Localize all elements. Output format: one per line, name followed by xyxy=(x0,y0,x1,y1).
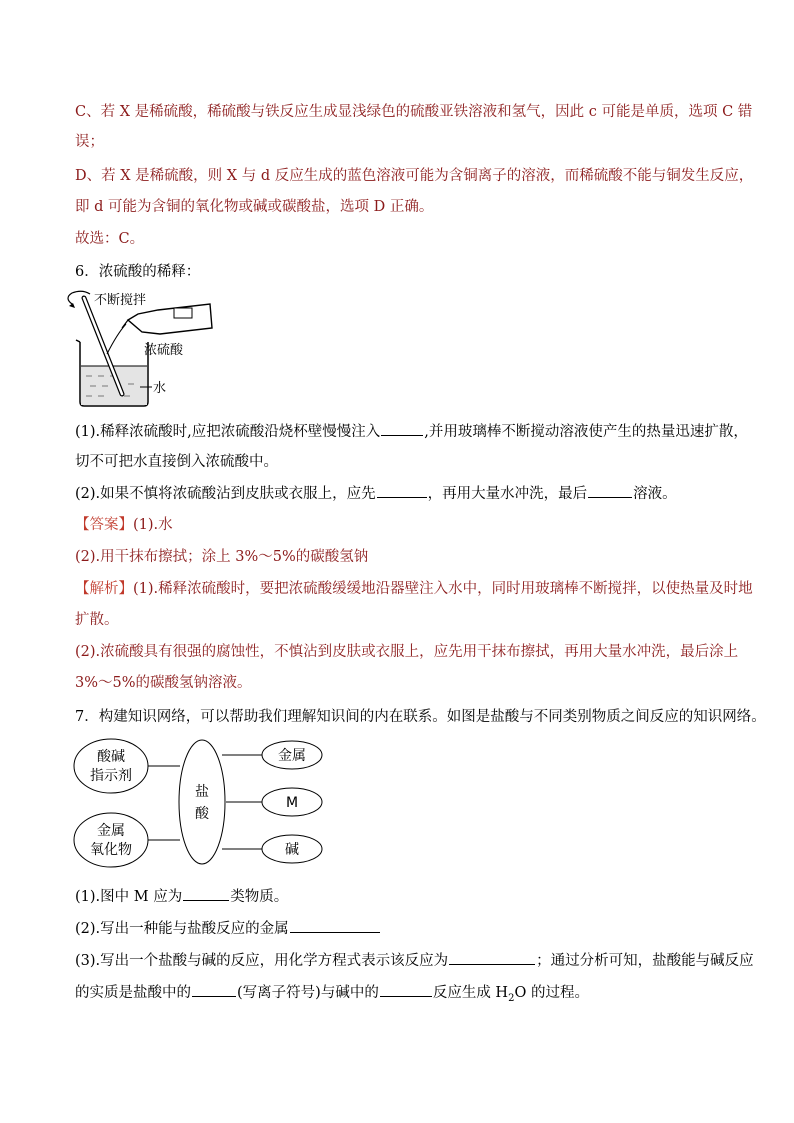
q6-title: 6．浓硫酸的稀释： xyxy=(75,264,201,280)
stir-label: 不断搅拌 xyxy=(94,293,147,308)
q7-subscript-2: 2 xyxy=(508,992,515,1004)
q7-p3-text-a: (3).写出一个盐酸与碱的反应，用化学方程式表示该反应为 xyxy=(75,953,449,969)
node-m: M xyxy=(285,795,299,811)
q6-analysis-line3: (2).浓硫酸具有很强的腐蚀性，不慎沾到皮肤或衣服上，应先用干抹布擦拭，再用大量水冲洗，最后涂上 xyxy=(75,644,739,660)
dilution-figure xyxy=(62,284,222,414)
q6-analysis-line4: 3%～5%的碳酸氢钠溶液。 xyxy=(75,675,252,691)
q6-p1-text-a: (1).稀释浓硫酸时,应把浓硫酸沿烧杯壁慢慢注入 xyxy=(75,424,381,440)
knowledge-network-diagram xyxy=(70,736,340,872)
q6-blank-3[interactable] xyxy=(588,483,632,498)
q7-blank-4[interactable] xyxy=(192,982,236,997)
water-label: 水 xyxy=(153,381,167,396)
option-c-line-1: C、若 X 是稀硫酸，稀硫酸与铁反应生成显浅绿色的硫酸亚铁溶液和氢气，因此 c 可能是单质，选项 C 错 xyxy=(75,104,753,120)
q6-part1-line2: 切不可把水直接倒入浓硫酸中。 xyxy=(75,454,278,470)
node-metal: 金属 xyxy=(278,748,306,764)
acid-label: 浓硫酸 xyxy=(144,343,184,358)
q6-answer-line1 xyxy=(75,515,173,535)
q6-part2 xyxy=(75,483,677,504)
q6-blank-1[interactable] xyxy=(381,421,423,436)
node-metal-oxide-line2: 氧化物 xyxy=(90,842,132,858)
q6-p2-text-a: (2).如果不慎将浓硫酸沾到皮肤或衣服上，应先 xyxy=(75,486,376,502)
q7-blank-3[interactable] xyxy=(449,950,535,965)
q7-blank-5[interactable] xyxy=(380,982,432,997)
q7-part2 xyxy=(75,918,381,939)
option-d-line-1: D、若 X 是稀硫酸，则 X 与 d 反应生成的蓝色溶液可能为含铜离子的溶液，而稀硫酸不能与铜发生反应， xyxy=(75,168,754,184)
q6-blank-2[interactable] xyxy=(377,483,427,498)
q7-p3-text-f: O 的过程。 xyxy=(514,985,589,1001)
q6-p1-text-b: ,并用玻璃棒不断搅动溶液使产生的热量迅速扩散， xyxy=(424,424,748,440)
option-d-line-2: 即 d 可能为含铜的氧化物或碱或碳酸盐，选项 D 正确。 xyxy=(75,199,434,215)
answer-1: (1).水 xyxy=(133,517,173,533)
q6-p2-text-b: ，再用大量水冲洗，最后 xyxy=(427,486,588,502)
q7-p1-text-a: (1).图中 M 应为 xyxy=(75,889,183,905)
q6-p2-text-c: 溶液。 xyxy=(633,486,677,502)
node-center-bottom: 酸 xyxy=(195,806,209,822)
q7-part1 xyxy=(75,886,288,907)
q7-p1-text-b: 类物质。 xyxy=(230,889,289,905)
q7-p3-text-e: 反应生成 H xyxy=(432,985,509,1001)
node-indicator-line2: 指示剂 xyxy=(90,768,132,784)
analysis-1a: (1).稀释浓硫酸时，要把浓硫酸缓缓地沿器壁注入水中，同时用玻璃棒不断搅拌，以使热量及时地 xyxy=(133,581,753,597)
q7-p3-text-d: (写离子符号)与碱中的 xyxy=(237,985,379,1001)
q7-blank-1[interactable] xyxy=(183,886,229,901)
node-metal-oxide-line1: 金属 xyxy=(97,823,125,839)
q6-answer-line2: (2).用干抹布擦拭；涂上 3%～5%的碳酸氢钠 xyxy=(75,549,369,565)
q6-analysis-line1 xyxy=(75,579,753,599)
option-c-line-2: 误； xyxy=(75,134,104,150)
q7-p2-text: (2).写出一种能与盐酸反应的金属 xyxy=(75,921,289,937)
q7-part3-line2 xyxy=(75,982,589,1009)
q7-p3-text-c: 的实质是盐酸中的 xyxy=(75,985,191,1001)
q6-analysis-line2: 扩散。 xyxy=(75,612,119,628)
answer-tag: 【答案】 xyxy=(75,517,133,533)
node-center-top: 盐 xyxy=(195,784,209,800)
q6-part1-line1 xyxy=(75,421,748,442)
node-base: 碱 xyxy=(285,842,299,858)
q7-title: 7．构建知识网络，可以帮助我们理解知识间的内在联系。如图是盐酸与不同类别物质之间反应的知识网络。 xyxy=(75,709,766,725)
q7-p3-text-b: ；通过分析可知，盐酸能与碱反应 xyxy=(536,953,754,969)
q7-part3-line1 xyxy=(75,950,754,971)
conclusion: 故选：C。 xyxy=(75,231,145,247)
analysis-tag: 【解析】 xyxy=(75,581,133,597)
node-indicator-line1: 酸碱 xyxy=(97,749,125,765)
q7-blank-2[interactable] xyxy=(290,918,380,933)
